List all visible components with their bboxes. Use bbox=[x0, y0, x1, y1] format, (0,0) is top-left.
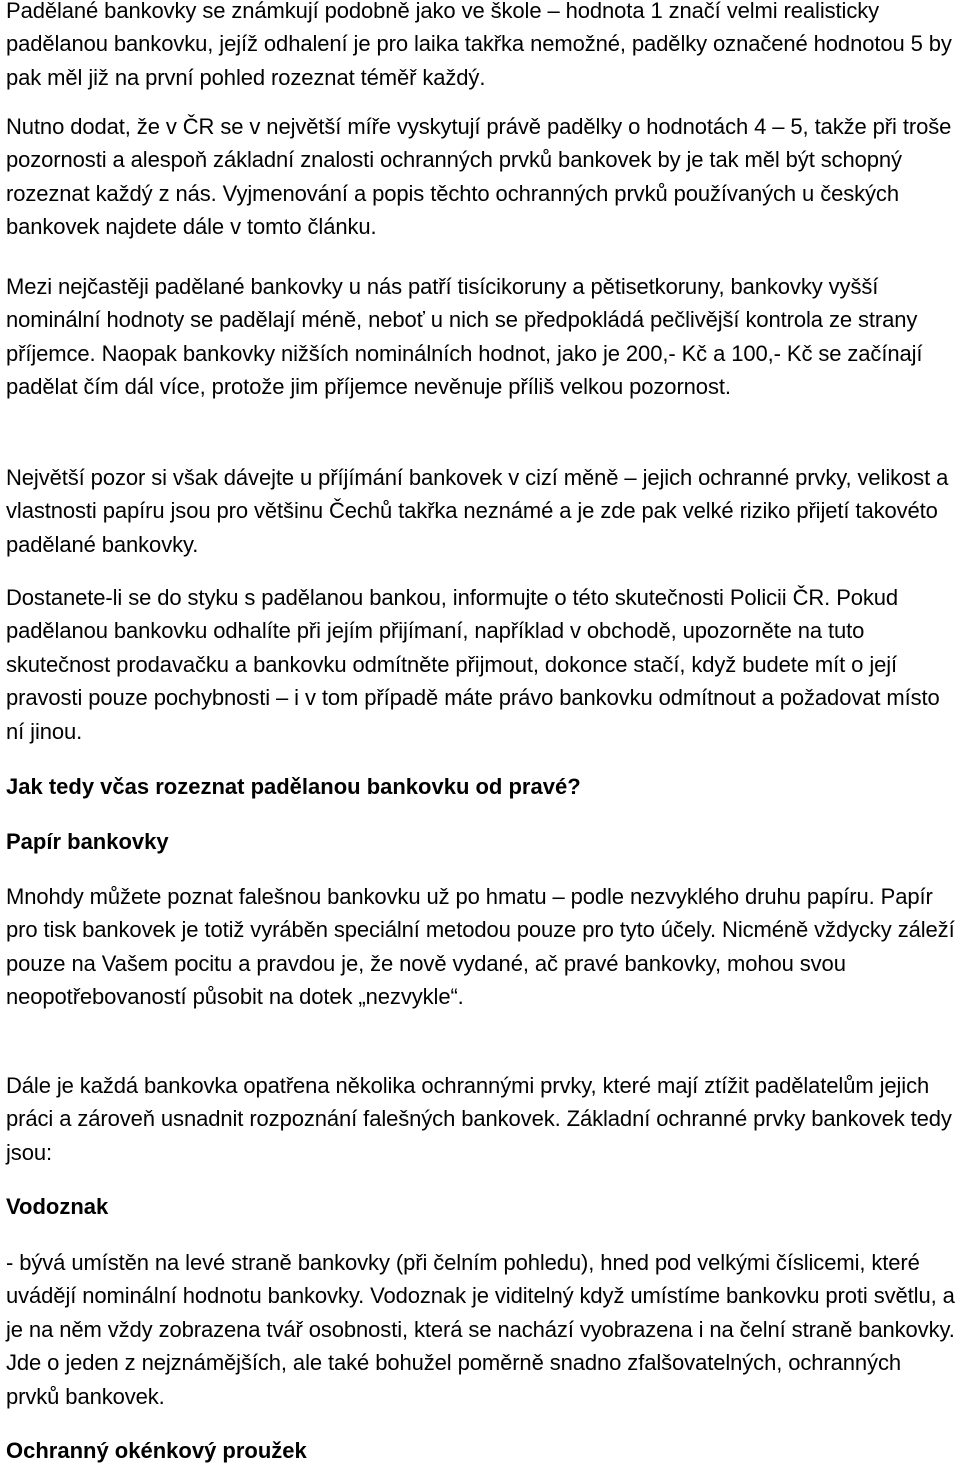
heading-watermark: Vodoznak bbox=[6, 1194, 109, 1219]
paragraph-security-features: Dále je každá bankovka opatřena několika ochrannými prvky, které mají ztížit padělatelům jejich práci a zároveň usnadnit rozpoznání falešných bankovek. Základní ochranné prvky bankovek tedy jsou: bbox=[6, 1073, 952, 1165]
paragraph-foreign-currency: Největší pozor si však dávejte u příjímání bankovek v cizí měně – jejich ochranné prvky, velikost a vlastnosti papíru jsou pro většinu Čechů takřka neznámé a je zde pak velké riziko přijetí takovéto padělané bankovky. bbox=[6, 465, 949, 557]
paragraph-most-counterfeited: Mezi nejčastěji padělané bankovky u nás patří tisícikoruny a pětisetkoruny, bankovky vyšší nominální hodnoty se padělají méně, neboť u nich se předpokládá pečlivější kontrola ze strany příjemce. Naopak bankovky nižších nominálních hodnot, jako je 200,- Kč a 100,- Kč se začínají padělat čím dál více, protože jim příjemce nevěnuje příliš velkou pozornost. bbox=[6, 274, 923, 400]
paragraph-paper-touch: Mnohdy můžete poznat falešnou bankovku už po hmatu – podle nezvyklého druhu papíru. Papír pro tisk bankovek je totiž vyráběn speciální metodou pouze pro tyto účely. Nicméně vždycky záleží pouze na Vašem pocitu a pravdou je, že nově vydané, ač pravé bankovky, mohou svou neopotřebovaností působit na dotek „nezvykle“. bbox=[6, 884, 955, 1010]
paragraph-counterfeit-grading: Padělané bankovky se známkují podobně jako ve škole – hodnota 1 značí velmi realisticky padělanou bankovku, jejíž odhalení je pro laika takřka nemožné, padělky označené hodnotou 5 by pak měl již na první pohled rozeznat téměř každý. bbox=[6, 0, 952, 90]
heading-window-strip: Ochranný okénkový proužek bbox=[6, 1438, 307, 1463]
heading-paper: Papír bankovky bbox=[6, 829, 169, 854]
heading-how-to-recognize: Jak tedy včas rozeznat padělanou bankovku od pravé? bbox=[6, 774, 581, 799]
paragraph-common-grades: Nutno dodat, že v ČR se v největší míře vyskytují právě padělky o hodnotách 4 – 5, takže při troše pozornosti a alespoň základní znalosti ochranných prvků bankovek by je tak měl být schopný rozeznat každý z nás. Vyjmenování a popis těchto ochranných prvků používaných u českých bankovek najdete dále v tomto článku. bbox=[6, 114, 952, 240]
paragraph-watermark-description: - bývá umístěn na levé straně bankovky (při čelním pohledu), hned pod velkými číslicemi, které uvádějí nominální hodnotu bankovky. Vodoznak je viditelný když umístíme bankovku proti světlu, a je na něm vždy zobrazena tvář osobnosti, která se nachází vyobrazena i na čelní straně bankovky. Jde o jeden z nejznámějších, ale také bohužel poměrně snadno zfalšovatelných, ochranných prvků bankovek. bbox=[6, 1250, 955, 1409]
paragraph-police-report: Dostanete-li se do styku s padělanou bankou, informujte o této skutečnosti Policii ČR. Pokud padělanou bankovku odhalíte při jejím přijímaní, například v obchodě, upozorněte na tuto skutečnost prodavačku a bankovku odmítněte přijmout, dokonce stačí, když budete mít o její pravosti pouze pochybnosti – i v tom případě máte právo bankovku odmítnout a požadovat místo ní jinou. bbox=[6, 585, 940, 744]
